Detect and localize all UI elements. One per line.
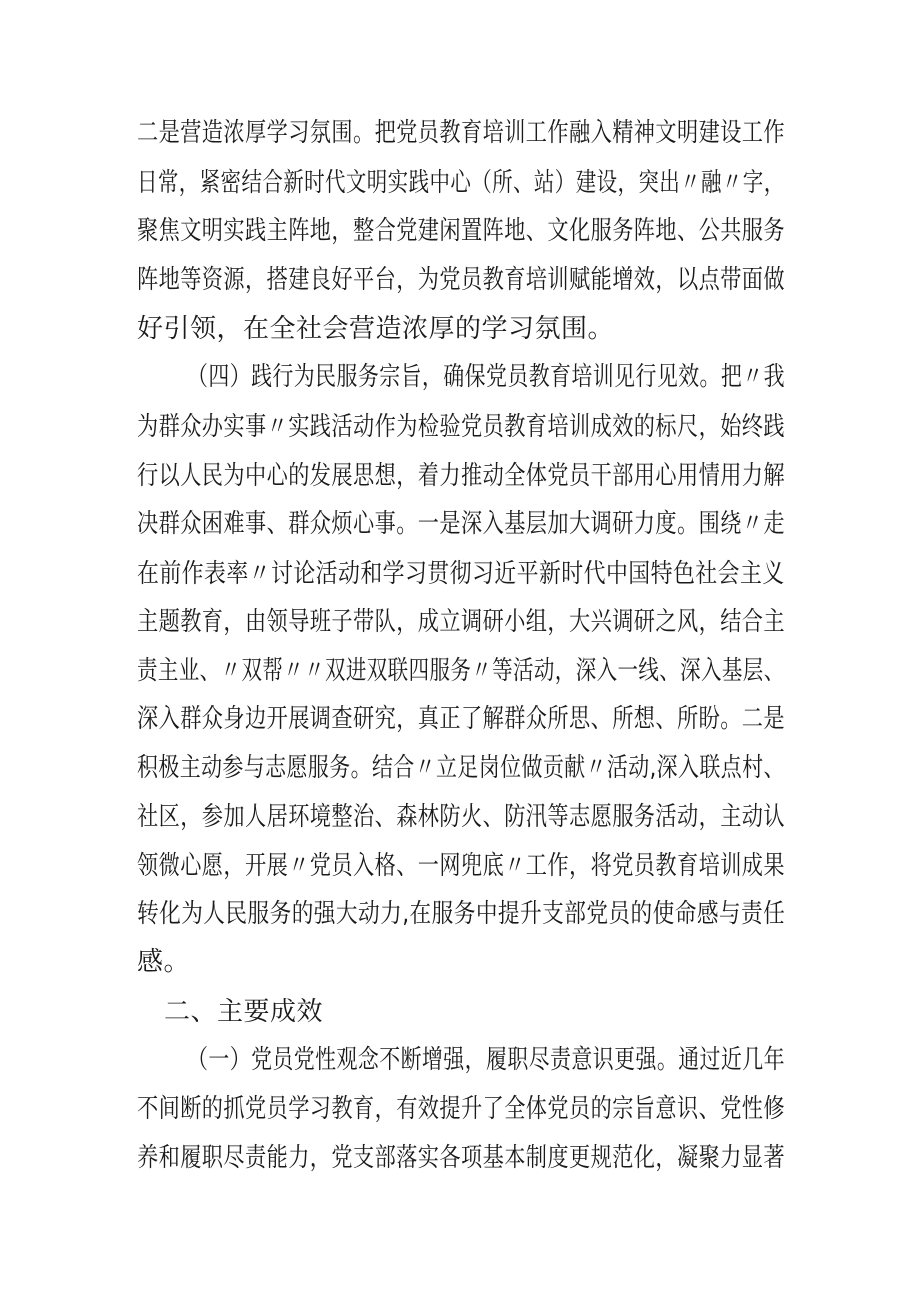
text-line: 主题教育，由领导班子带队，成立调研小组，大兴调研之风，结合主 xyxy=(137,607,786,637)
text-line: 社区，参加人居环境整治、森林防火、防汛等志愿服务活动，主动认 xyxy=(137,802,786,832)
text-line: 二是营造浓厚学习氛围。把党员教育培训工作融入精神文明建设工作 xyxy=(137,118,786,148)
text-line: 行以人民为中心的发展思想，着力推动全体党员干部用心用情用力解 xyxy=(137,461,786,491)
text-line: 决群众困难事、群众烦心事。一是深入基层加大调研力度。围绕〃走 xyxy=(137,509,786,539)
text-line: 深入群众身边开展调查研究，真正了解群众所思、所想、所盼。二是 xyxy=(137,704,786,734)
text-line: 领微心愿，开展〃党员入格、一网兜底〃工作，将党员教育培训成果 xyxy=(137,851,786,881)
text-line: 阵地等资源，搭建良好平台，为党员教育培训赋能增效，以点带面做 xyxy=(137,265,786,295)
text-line: （四）践行为民服务宗旨，确保党员教育培训见行见效。把〃我 xyxy=(187,362,785,392)
text-line: 聚焦文明实践主阵地，整合党建闲置阵地、文化服务阵地、公共服务 xyxy=(137,216,786,246)
text-line: 责主业、〃双帮〃〃双进双联四服务〃等活动，深入一线、深入基层、 xyxy=(137,656,785,686)
text-line: 不间断的抓党员学习教育，有效提升了全体党员的宗旨意识、党性修 xyxy=(137,1094,786,1124)
section-heading: 二、主要成效 xyxy=(164,997,324,1027)
text-line: 感。 xyxy=(137,947,191,977)
text-line: 积极主动参与志愿服务。结合〃立足岗位做贡献〃活动,深入联点村、 xyxy=(137,753,785,783)
text-line: 养和履职尽责能力，党支部落实各项基本制度更规范化，凝聚力显著 xyxy=(137,1143,786,1173)
text-line: 为群众办实事〃实践活动作为检验党员教育培训成效的标尺，始终践 xyxy=(137,412,786,442)
text-line: 日常，紧密结合新时代文明实践中心（所、站）建设，突出〃融〃字， xyxy=(137,168,785,198)
text-line: 转化为人民服务的强大动力,在服务中提升支部党员的使命感与责任 xyxy=(137,899,786,929)
text-line: 在前作表率〃讨论活动和学习贯彻习近平新时代中国特色社会主义 xyxy=(137,559,785,589)
text-line: （一）党员党性观念不断增强，履职尽责意识更强。通过近几年 xyxy=(187,1045,785,1075)
text-line: 好引领，在全社会营造浓厚的学习氛围。 xyxy=(137,314,615,344)
